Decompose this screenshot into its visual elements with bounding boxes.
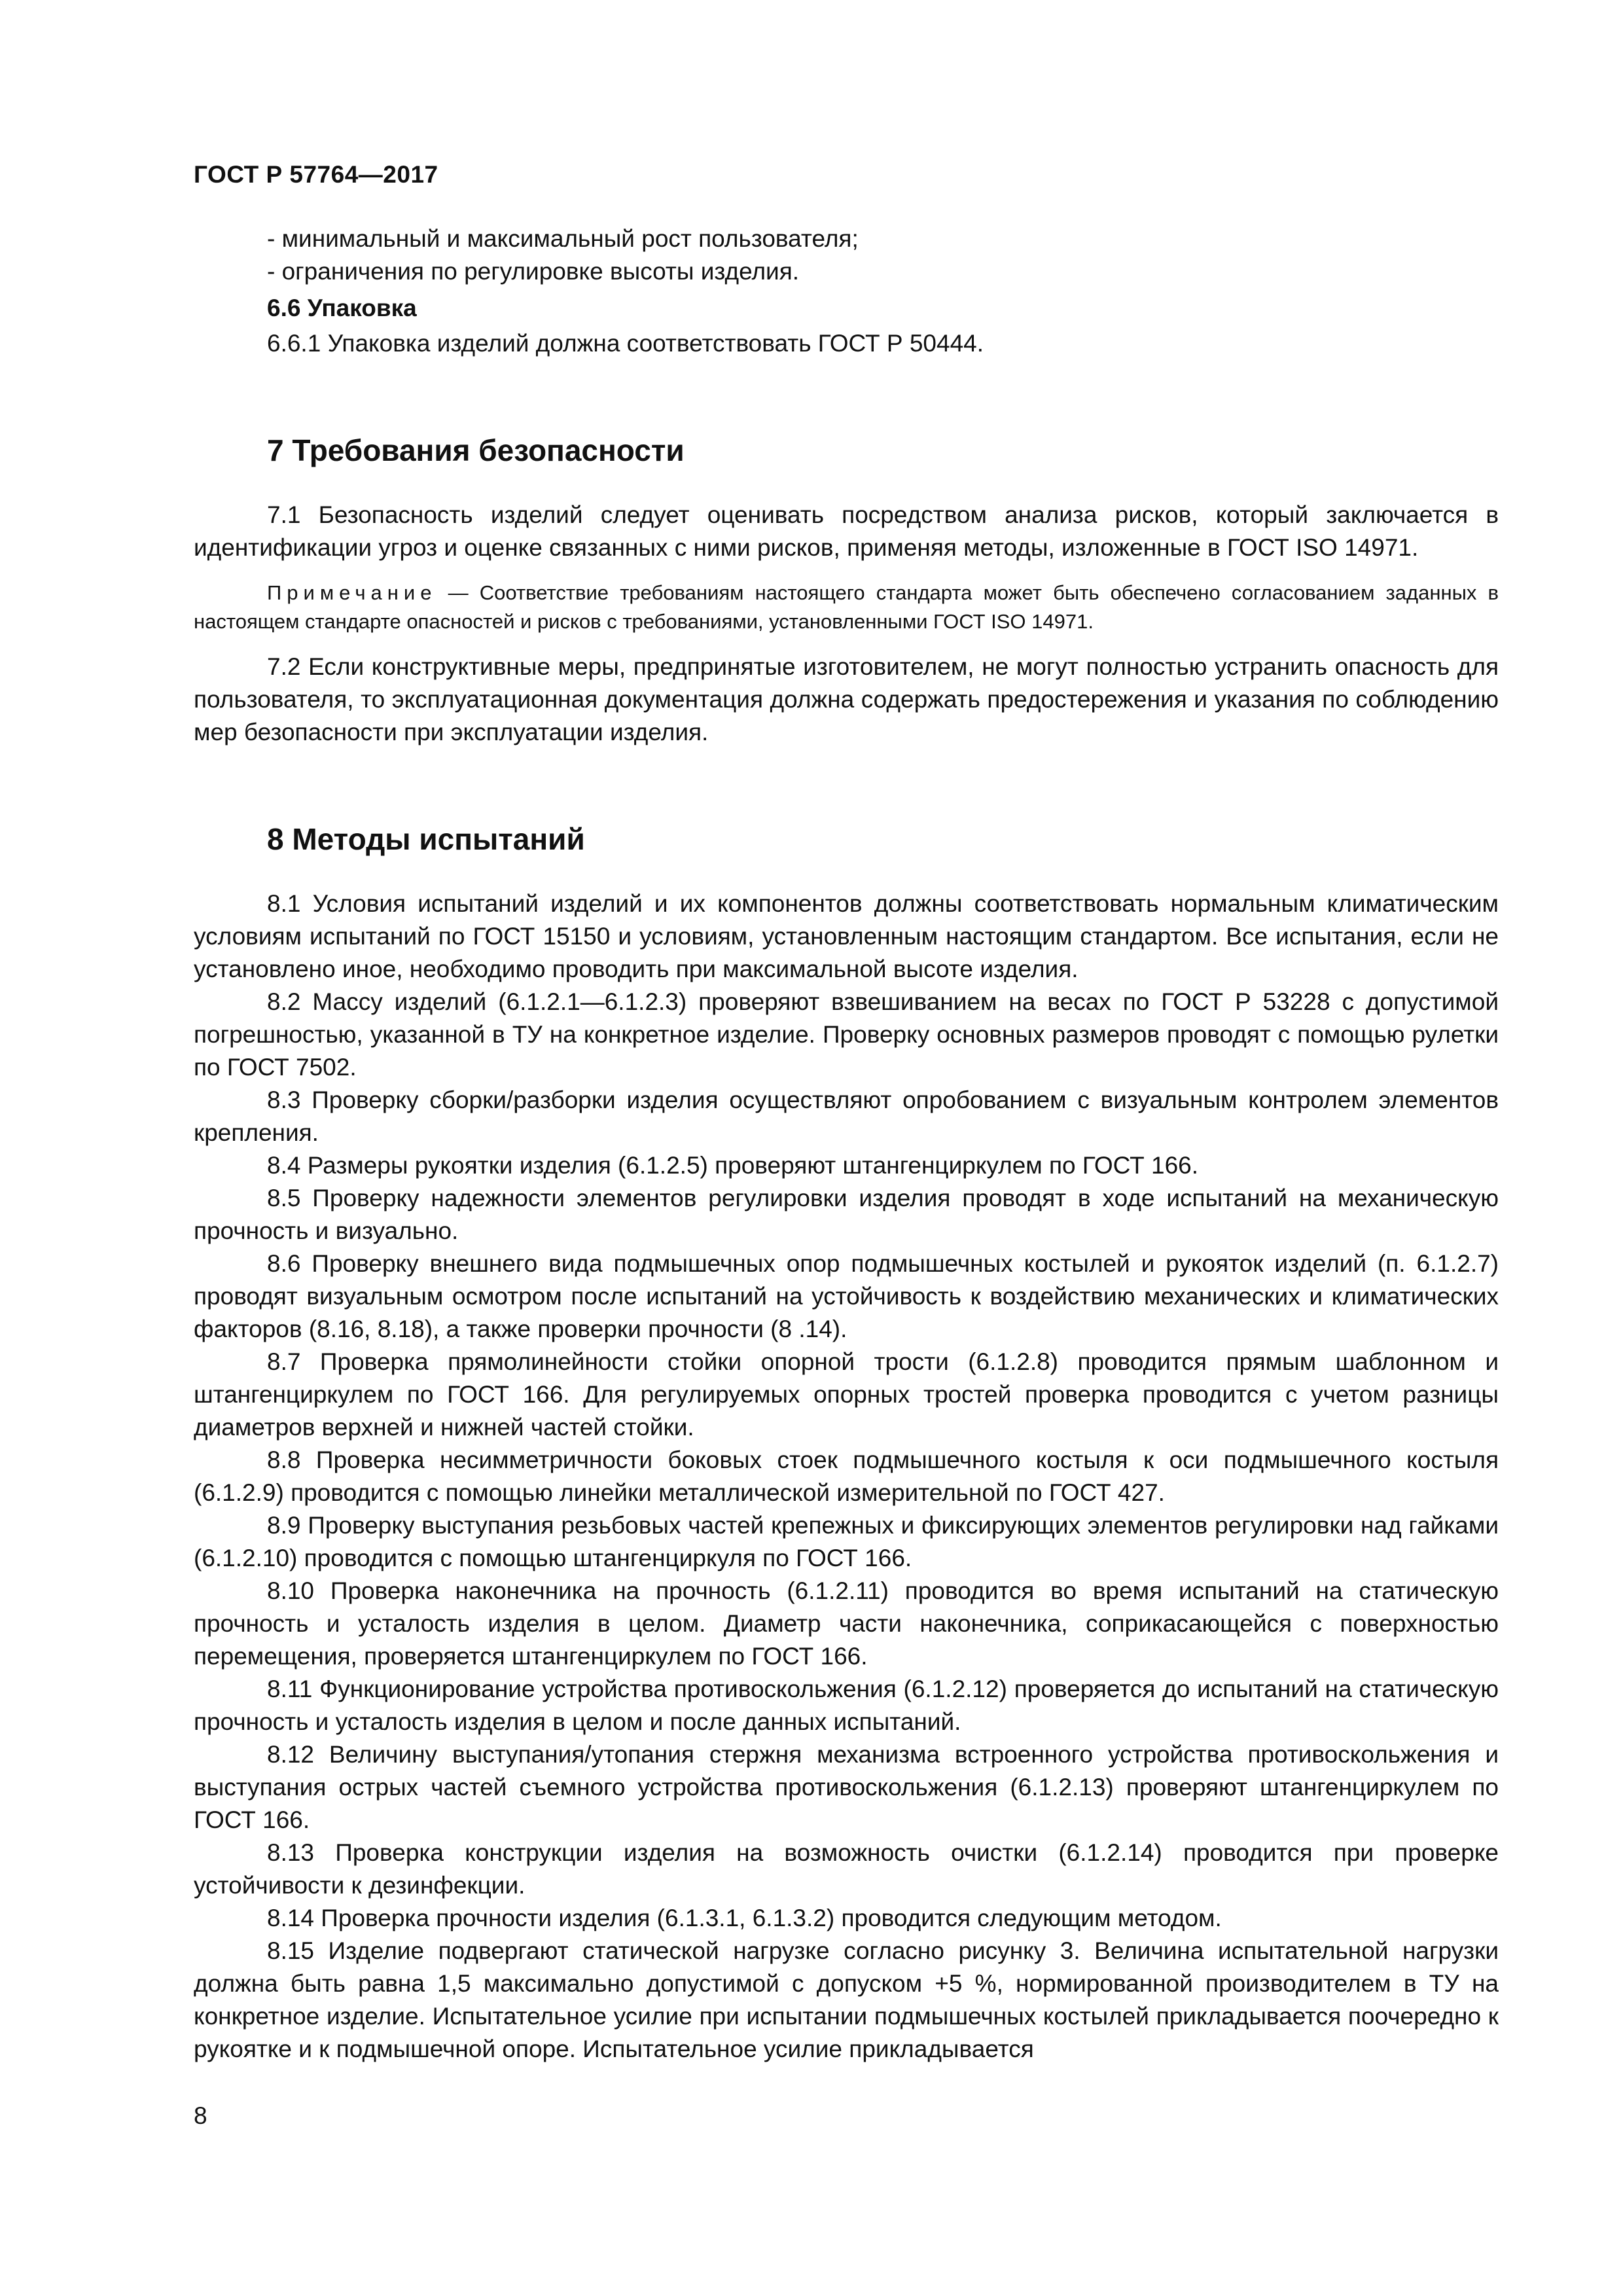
list-item: - ограничения по регулировке высоты изделия. [267, 258, 800, 285]
paragraph-8-3: 8.3 Проверку сборки/разборки изделия осуществляют опробованием с визуальным контролем элементов крепления. [194, 1086, 1499, 1146]
paragraph-8-11: 8.11 Функционирование устройства противоскольжения (6.1.2.12) проверяется до испытаний на статическую прочность и усталость изделия в целом и после данных испытаний. [194, 1676, 1499, 1735]
section-7-heading: 7 Требования безопасности [267, 433, 685, 467]
list-item: - минимальный и максимальный рост пользователя; [267, 225, 859, 252]
document-header: ГОСТ Р 57764—2017 [194, 161, 438, 188]
note-label: Примечание [267, 581, 437, 604]
paragraph-8-15: 8.15 Изделие подвергают статической нагрузке согласно рисунку 3. Величина испытательной нагрузки должна быть равна 1,5 максимально допустимой с допуском +5 %, нормированной производителем в ТУ на конкретное изделие. Испытательное усилие при испытании подмышечных костылей прикладывается поочередно к рукоятке и к подмышечной опоре. Испытательное усилие прикладывается [194, 1937, 1499, 2062]
paragraph-8-6: 8.6 Проверку внешнего вида подмышечных опор подмышечных костылей и рукояток изделий (п. 6.1.2.7) проводят визуальным осмотром после испытаний на устойчивость к воздействию механических и климатических факторов (8.16, 8.18), а также проверки прочности (8 .14). [194, 1250, 1499, 1342]
paragraph-8-14: 8.14 Проверка прочности изделия (6.1.3.1, 6.1.3.2) проводится следующим методом. [267, 1905, 1222, 1931]
paragraph-8-4: 8.4 Размеры рукоятки изделия (6.1.2.5) проверяют штангенциркулем по ГОСТ 166. [267, 1152, 1199, 1179]
document-body [194, 223, 1499, 2066]
paragraph-6-6-1: 6.6.1 Упаковка изделий должна соответствовать ГОСТ Р 50444. [267, 330, 984, 357]
note-text: — Соответствие требованиям настоящего стандарта может быть обеспечено согласованием заданных в настоящем стандарте опасностей и рисков с требованиями, установленными ГОСТ ISO 14971. [194, 581, 1499, 633]
paragraph-8-5: 8.5 Проверку надежности элементов регулировки изделия проводят в ходе испытаний на механическую прочность и визуально. [194, 1185, 1499, 1244]
paragraph-8-9: 8.9 Проверку выступания резьбовых частей крепежных и фиксирующих элементов регулировки над гайками (6.1.2.10) проводится с помощью штангенциркуля по ГОСТ 166. [194, 1512, 1499, 1571]
paragraph-8-2: 8.2 Массу изделий (6.1.2.1—6.1.2.3) проверяют взвешиванием на весах по ГОСТ Р 53228 с допустимой погрешностью, указанной в ТУ на конкретное изделие. Проверку основных размеров проводят с помощью рулетки по ГОСТ 7502. [194, 988, 1499, 1081]
paragraph-8-10: 8.10 Проверка наконечника на прочность (6.1.2.11) проводится во время испытаний на статическую прочность и усталость изделия в целом. Диаметр части наконечника, соприкасающейся с поверхностью перемещения, проверяется штангенциркулем по ГОСТ 166. [194, 1577, 1499, 1670]
section-8-heading: 8 Методы испытаний [267, 822, 585, 856]
paragraph-8-1: 8.1 Условия испытаний изделий и их компонентов должны соответствовать нормальным климатическим условиям испытаний по ГОСТ 15150 и условиям, установленным настоящим стандартом. Все испытания, если не установлено иное, необходимо проводить при максимальной высоте изделия. [194, 890, 1499, 982]
paragraph-7-1: 7.1 Безопасность изделий следует оценивать посредством анализа рисков, который заключается в идентификации угроз и оценке связанных с ними рисков, применяя методы, изложенные в ГОСТ ISO 14971. [194, 501, 1499, 561]
paragraph-8-7: 8.7 Проверка прямолинейности стойки опорной трости (6.1.2.8) проводится прямым шаблонном и штангенциркулем по ГОСТ 166. Для регулируемых опорных тростей проверка проводится с учетом разницы диаметров верхней и нижней частей стойки. [194, 1348, 1499, 1441]
section-6-6-heading: 6.6 Упаковка [267, 295, 417, 321]
paragraph-8-12: 8.12 Величину выступания/утопания стержня механизма встроенного устройства противоскольжения и выступания острых частей съемного устройства противоскольжения (6.1.2.13) проверяют штангенциркулем по ГОСТ 166. [194, 1741, 1499, 1833]
page-number: 8 [194, 2102, 207, 2129]
note [194, 579, 1499, 636]
paragraph-7-2: 7.2 Если конструктивные меры, предпринятые изготовителем, не могут полностью устранить опасность для пользователя, то эксплуатационная документация должна содержать предостережения и указания по соблюдению мер безопасности при эксплуатации изделия. [194, 653, 1499, 745]
paragraph-8-8: 8.8 Проверка несимметричности боковых стоек подмышечного костыля к оси подмышечного костыля (6.1.2.9) проводится с помощью линейки металлической измерительной по ГОСТ 427. [194, 1446, 1499, 1506]
paragraph-8-13: 8.13 Проверка конструкции изделия на возможность очистки (6.1.2.14) проводится при проверке устойчивости к дезинфекции. [194, 1839, 1499, 1899]
